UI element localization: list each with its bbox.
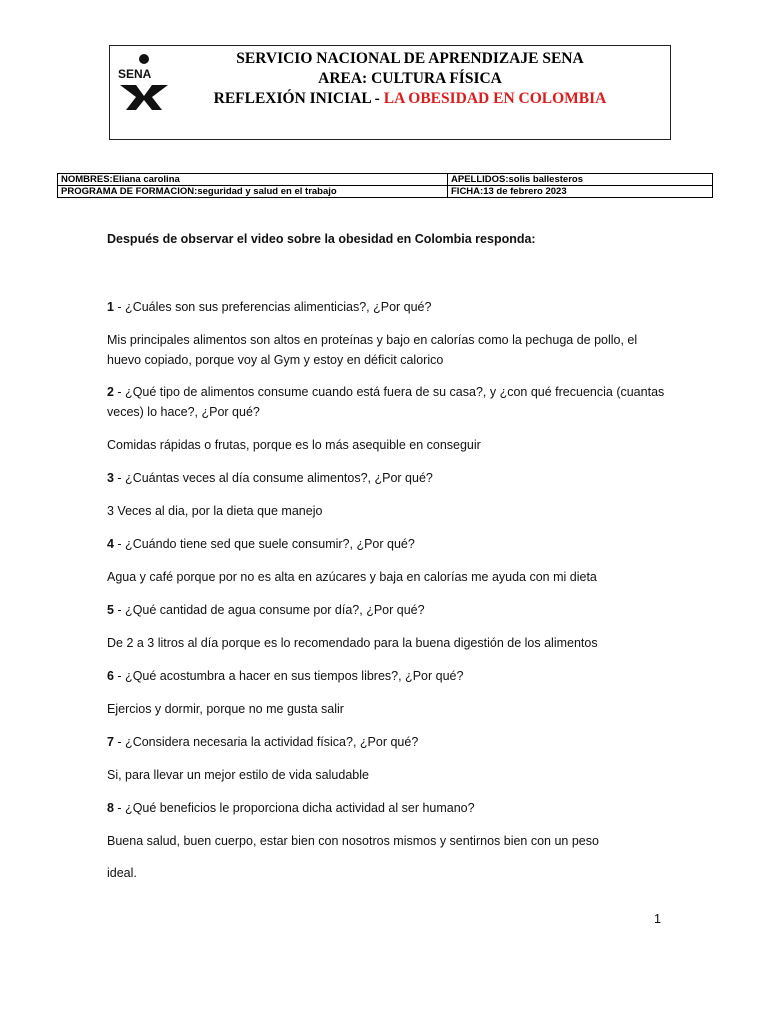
document-header: [109, 45, 671, 140]
nombres-cell: NOMBRES:Eliana carolina: [58, 174, 448, 186]
answer-2: Comidas rápidas o frutas, porque es lo más asequible en conseguir: [107, 438, 481, 452]
answer-7: Si, para llevar un mejor estilo de vida saludable: [107, 768, 369, 782]
answer-5: De 2 a 3 litros al día porque es lo recomendado para la buena digestión de los alimentos: [107, 636, 598, 650]
table-row: [58, 186, 713, 198]
question-6: 6 - ¿Qué acostumbra a hacer en sus tiempos libres?, ¿Por qué?: [107, 669, 464, 683]
answer-6: Ejercios y dormir, porque no me gusta salir: [107, 702, 344, 716]
question-8: 8 - ¿Qué beneficios le proporciona dicha actividad al ser humano?: [107, 801, 475, 815]
question-3: 3 - ¿Cuántas veces al día consume alimentos?, ¿Por qué?: [107, 471, 433, 485]
intro-instruction: Después de observar el video sobre la obesidad en Colombia responda:: [107, 232, 536, 246]
page-number: 1: [654, 912, 661, 926]
header-line-3: [150, 89, 670, 109]
header-line-2: AREA: CULTURA FÍSICA: [318, 70, 502, 87]
student-info-table: [57, 173, 713, 198]
answer-3: 3 Veces al dia, por la dieta que manejo: [107, 504, 323, 518]
answer-8-continued: ideal.: [107, 866, 137, 880]
question-2: 2 - ¿Qué tipo de alimentos consume cuando está fuera de su casa?, y ¿con qué frecuencia (cuantas veces) lo hace?, ¿Por qué?: [107, 385, 665, 419]
answer-1: Mis principales alimentos son altos en proteínas y bajo en calorías como la pechuga de pollo, el huevo copiado, porque voy al Gym y estoy en déficit calorico: [107, 333, 638, 367]
question-5: 5 - ¿Qué cantidad de agua consume por día?, ¿Por qué?: [107, 603, 425, 617]
table-row: [58, 174, 713, 186]
answer-4: Agua y café porque por no es alta en azúcares y baja en calorías me ayuda con mi dieta: [107, 570, 597, 584]
apellidos-cell: APELLIDOS:solis ballesteros: [448, 174, 713, 186]
ficha-cell: FICHA:13 de febrero 2023: [448, 186, 713, 198]
header-line-3-prefix: REFLEXIÓN INICIAL -: [213, 90, 384, 107]
answer-8: Buena salud, buen cuerpo, estar bien con nosotros mismos y sentirnos bien con un peso: [107, 834, 599, 848]
svg-text:SENA: SENA: [118, 67, 152, 81]
question-7: 7 - ¿Considera necesaria la actividad física?, ¿Por qué?: [107, 735, 419, 749]
programa-cell: PROGRAMA DE FORMACION:seguridad y salud en el trabajo: [58, 186, 448, 198]
question-1: 1 - ¿Cuáles son sus preferencias alimenticias?, ¿Por qué?: [107, 300, 432, 314]
header-titles: [150, 49, 670, 109]
question-4: 4 - ¿Cuándo tiene sed que suele consumir?, ¿Por qué?: [107, 537, 415, 551]
header-line-3-highlight: LA OBESIDAD EN COLOMBIA: [383, 90, 607, 107]
header-line-1: SERVICIO NACIONAL DE APRENDIZAJE SENA: [236, 50, 584, 67]
